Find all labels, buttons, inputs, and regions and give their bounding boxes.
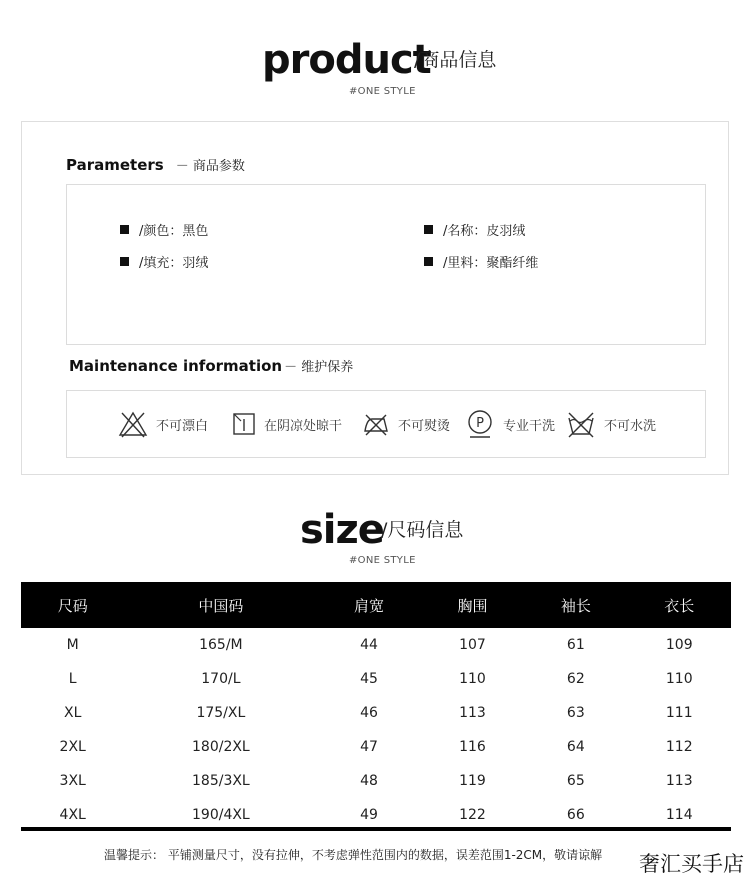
table-row (21, 662, 731, 696)
product-title: product (262, 37, 431, 83)
care-label: 不可漂白 (156, 418, 209, 434)
param-label: /颜色：黑色 (139, 224, 209, 239)
care-label: 在阴凉处晾干 (264, 418, 343, 434)
table-cell: 112 (665, 739, 693, 755)
table-cell: 116 (459, 739, 486, 755)
care-label: 不可水洗 (604, 418, 657, 434)
table-cell: 2XL (59, 739, 86, 755)
bullet-square-icon (424, 225, 433, 234)
maintenance-title-en: Maintenance information (69, 357, 283, 375)
param-item-color (120, 220, 208, 239)
table-cell: 65 (566, 773, 585, 789)
table-row (21, 696, 731, 730)
column-header: 袖长 (524, 582, 627, 628)
svg-text:P: P (476, 416, 484, 431)
size-tagline: #ONE STYLE (349, 555, 416, 566)
table-row (21, 628, 731, 662)
table-cell: 66 (566, 807, 585, 823)
table-cell: 48 (360, 773, 378, 789)
table-cell: 109 (665, 637, 693, 653)
table-row (21, 730, 731, 764)
parameters-title-en: Parameters (66, 156, 164, 174)
param-label: /填充：羽绒 (139, 256, 209, 271)
table-row (21, 764, 731, 798)
table-cell: 114 (665, 807, 693, 823)
param-item-name (424, 220, 525, 239)
table-cell: 3XL (59, 773, 86, 789)
care-professional-dry-clean (465, 408, 555, 440)
dry-in-shade-icon (232, 411, 256, 437)
bullet-square-icon (424, 257, 433, 266)
table-cell: 47 (360, 739, 378, 755)
column-header: 肩宽 (317, 582, 420, 628)
product-subtitle: /商品信息 (414, 49, 497, 71)
bullet-square-icon (120, 225, 129, 234)
table-cell: 165/M (199, 637, 243, 653)
table-cell: 49 (360, 807, 378, 823)
table-cell: 170/L (201, 671, 241, 687)
table-cell: 180/2XL (192, 739, 250, 755)
table-cell: 190/4XL (192, 807, 250, 823)
parameters-title-zh: － 商品参数 (175, 159, 245, 174)
table-cell: XL (64, 705, 82, 721)
product-tagline: #ONE STYLE (349, 86, 416, 97)
table-cell: M (66, 637, 79, 653)
table-cell: 110 (459, 671, 486, 687)
table-cell: 113 (459, 705, 486, 721)
table-cell: 107 (459, 637, 486, 653)
table-cell: 122 (459, 807, 486, 823)
table-cell: 113 (665, 773, 693, 789)
no-wash-icon (566, 410, 596, 438)
no-iron-icon (362, 411, 390, 437)
table-bottom-rule (21, 827, 731, 831)
table-cell: 64 (566, 739, 585, 755)
table-cell: 62 (566, 671, 585, 687)
size-table (21, 582, 731, 832)
parameters-heading (66, 155, 245, 174)
table-cell: 111 (665, 705, 693, 721)
table-cell: 46 (360, 705, 378, 721)
table-cell: 4XL (59, 807, 86, 823)
table-cell: 119 (459, 773, 486, 789)
param-label: /里料：聚酯纤维 (443, 256, 539, 271)
table-cell: 185/3XL (192, 773, 250, 789)
measurement-note: 温馨提示： 平铺测量尺寸，没有拉伸，不考虑弹性范围内的数据，误差范围1-2CM，敬请谅解 (104, 848, 603, 862)
bullet-square-icon (120, 257, 129, 266)
size-table-header-row (21, 582, 731, 628)
table-cell: L (68, 671, 77, 687)
table-cell: 175/XL (196, 705, 246, 721)
column-header: 胸围 (421, 582, 524, 628)
table-cell: 44 (360, 637, 378, 653)
professional-dry-clean-icon (465, 408, 495, 440)
care-no-bleach (118, 410, 208, 438)
care-dry-in-shade (232, 411, 342, 437)
care-label: 不可熨烫 (398, 418, 451, 434)
size-title: size (300, 507, 384, 553)
param-item-filling (120, 252, 208, 271)
size-subtitle: /尺码信息 (381, 519, 464, 541)
care-label: 专业干洗 (503, 418, 556, 434)
care-no-iron (362, 411, 450, 437)
maintenance-heading (69, 356, 353, 375)
table-cell: 45 (360, 671, 378, 687)
param-item-lining (424, 252, 538, 271)
column-header: 尺码 (21, 582, 124, 628)
param-label: /名称：皮羽绒 (443, 224, 526, 239)
maintenance-title-zh: － 维护保养 (284, 360, 354, 375)
no-bleach-icon (118, 410, 148, 438)
store-watermark: 奢汇买手店 (639, 852, 744, 876)
table-cell: 110 (665, 671, 693, 687)
table-cell: 61 (566, 637, 585, 653)
column-header: 衣长 (628, 582, 731, 628)
column-header: 中国码 (124, 582, 317, 628)
care-no-wash (566, 410, 656, 438)
table-cell: 63 (566, 705, 585, 721)
